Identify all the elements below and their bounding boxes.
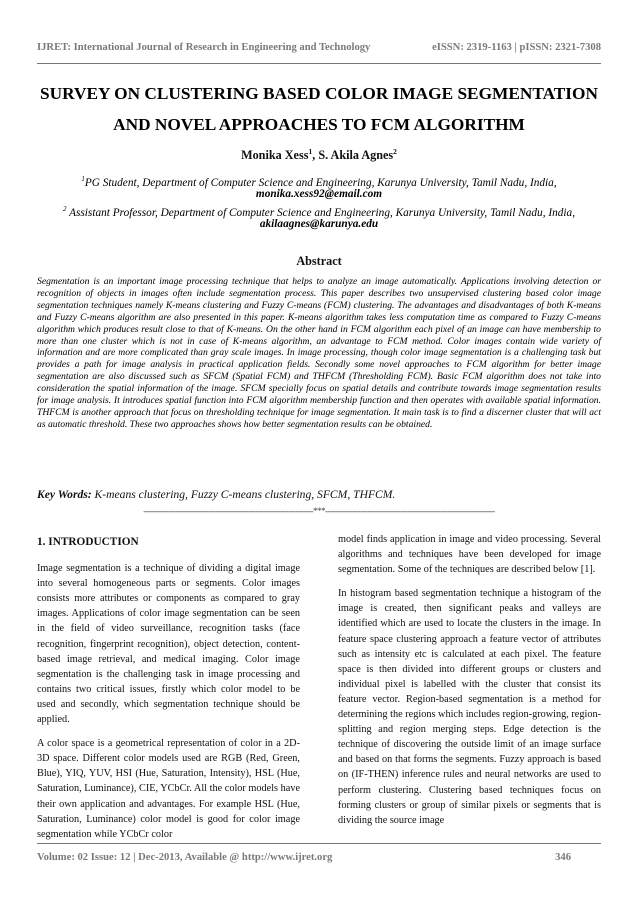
paragraph: Image segmentation is a technique of dividing a digital image into several homogeneous parts or segments. Color images consists more attributes or components as compared to gray images. Applications of color image segmentation can be seen in the field of video surveillance, recognition tasks (face recognition, fingerprint recognition), object detection, content-based image retrieval, and medical imaging. Color image segmentation is the challenging task in image processing and contains two critical issues, firstly which color model to be used and secondly, which segmentation technique should be applied. [37, 563, 300, 726]
paper-title [30, 78, 608, 140]
section-heading: 1. INTRODUCTION [37, 536, 139, 548]
header-rule [37, 63, 601, 64]
abstract-heading: Abstract [296, 254, 342, 268]
affiliation-2-email: akilaagnes@karunya.edu [259, 218, 379, 230]
affiliation-text: PG Student, Department of Computer Science and Engineering, Karunya University, Tamil Nadu, India, [84, 176, 557, 189]
abstract-body: Segmentation is an important image processing technique that helps to analyze an image automatically. Applications involving detection or recognition of objects in images often include segmentation process. This paper describes two unsupervised clustering based color image segmentation techniques namely K-means clustering and Fuzzy C-means (FCM) clustering. The advantages and disadvantages of both K-means and Fuzzy C-means algorithm are also presented in this paper. K-means algorithm takes less computation time as compared to Fuzzy C-means algorithm which produces result close to that of K-means. On the other hand in FCM algorithm each pixel of an image can have membership to more than one cluster which is not in case of K-means algorithm, an advantage to FCM method. Color images contain wide variety of information and are more complicated than gray scale images. In image processing, though color image segmentation is a challenging task but provides a path for image analysis in practical application fields. Secondly some novel approaches to FCM algorithm for better image segmentation are also discussed such as SFCM (Spatial FCM) and THFCM (Thresholding FCM). Basic FCM algorithm does not take into consideration the spatial information of the image. SFCM specially focus on spatial details and contribute towards image segmentation results for image analysis. It introduces spatial function into FCM algorithm membership function and then operates with available spatial information. THFCM is another approach that focus on thresholding technique for image segmentation. It main task is to find a discerner cluster that will act as automatic threshold. These two approaches shows how better segmentation results can be obtained. [37, 276, 601, 430]
issn-info: eISSN: 2319-1163 | pISSN: 2321-7308 [432, 41, 601, 53]
right-column [338, 532, 601, 837]
running-header [37, 40, 601, 54]
keywords [37, 488, 601, 501]
running-footer [37, 852, 601, 863]
footer-citation: Volume: 02 Issue: 12 | Dec-2013, Available @ http://www.ijret.org [37, 852, 333, 863]
footer-rule [37, 843, 601, 844]
affiliation-mark: 2 [62, 205, 67, 213]
left-column [37, 532, 300, 851]
paragraph: model finds application in image and video processing. Several algorithms and techniques have been developed for image segmentation. Some of the techniques are described below [1]. [338, 534, 601, 576]
paragraph: A color space is a geometrical representation of color in a 2D- 3D space. Different color models used are RGB (Red, Green, Blue), YIQ, YUV, HSI (Hue, Saturation, Intensity), HSL (Hue, Saturation, Luminance), CIE, YCbCr. All the color models have their own application and advantages. For example HSL (Hue, Saturation, Luminance) color model is good for color image segmentation while YCbCr color [37, 738, 300, 840]
journal-name: IJRET: International Journal of Research in Engineering and Technology [37, 41, 371, 53]
title-line-2: AND NOVEL APPROACHES TO FCM ALGORITHM [113, 115, 525, 134]
paragraph: In histogram based segmentation technique a histogram of the image is created, then significant peaks and valleys are identified which are used to locate the clusters in the image. In feature space clustering approach a feature vector of attributes such as intensity etc is calculated at each pixel. The feature space is then divided into different groups or clusters and individual pixel is labelled with the cluster that consist its feature vector. Region-based segmentation is a method for determining the regions which includes region-growing, region-splitting and region merging steps. Edge detection is the technique of discovering the outside limit of an image surface and based on that forms the segments. Fuzzy approach is based on (IF-THEN) inference rules and neural networks are used to perform clustering. Clustering based techniques focus on forming clusters or group of similar pixels or segments that is dividing the source image [338, 588, 601, 826]
keywords-label: Key Words: [37, 488, 92, 501]
author-mark: 1 [308, 147, 313, 156]
author-mark: 2 [393, 147, 397, 156]
author-name: S. Akila Agnes [318, 148, 394, 163]
page-number: 346 [555, 852, 571, 863]
title-line-1: SURVEY ON CLUSTERING BASED COLOR IMAGE SEGMENTATION [40, 84, 598, 103]
keywords-text: K-means clustering, Fuzzy C-means clustering, SFCM, THFCM. [91, 488, 396, 501]
author-name: Monika Xess [241, 148, 309, 163]
affiliation-text: Assistant Professor, Department of Computer Science and Engineering, Karunya University, Tamil Nadu, India, [66, 206, 576, 219]
author-sep: , [312, 148, 319, 163]
affiliation-mark: 1 [81, 175, 85, 183]
affiliation-1-email: monika.xess92@email.com [255, 188, 383, 200]
section-separator: --------------------------------------------------------------------***-------------------------------------------------------------------- [143, 506, 495, 516]
author-list [30, 147, 608, 163]
